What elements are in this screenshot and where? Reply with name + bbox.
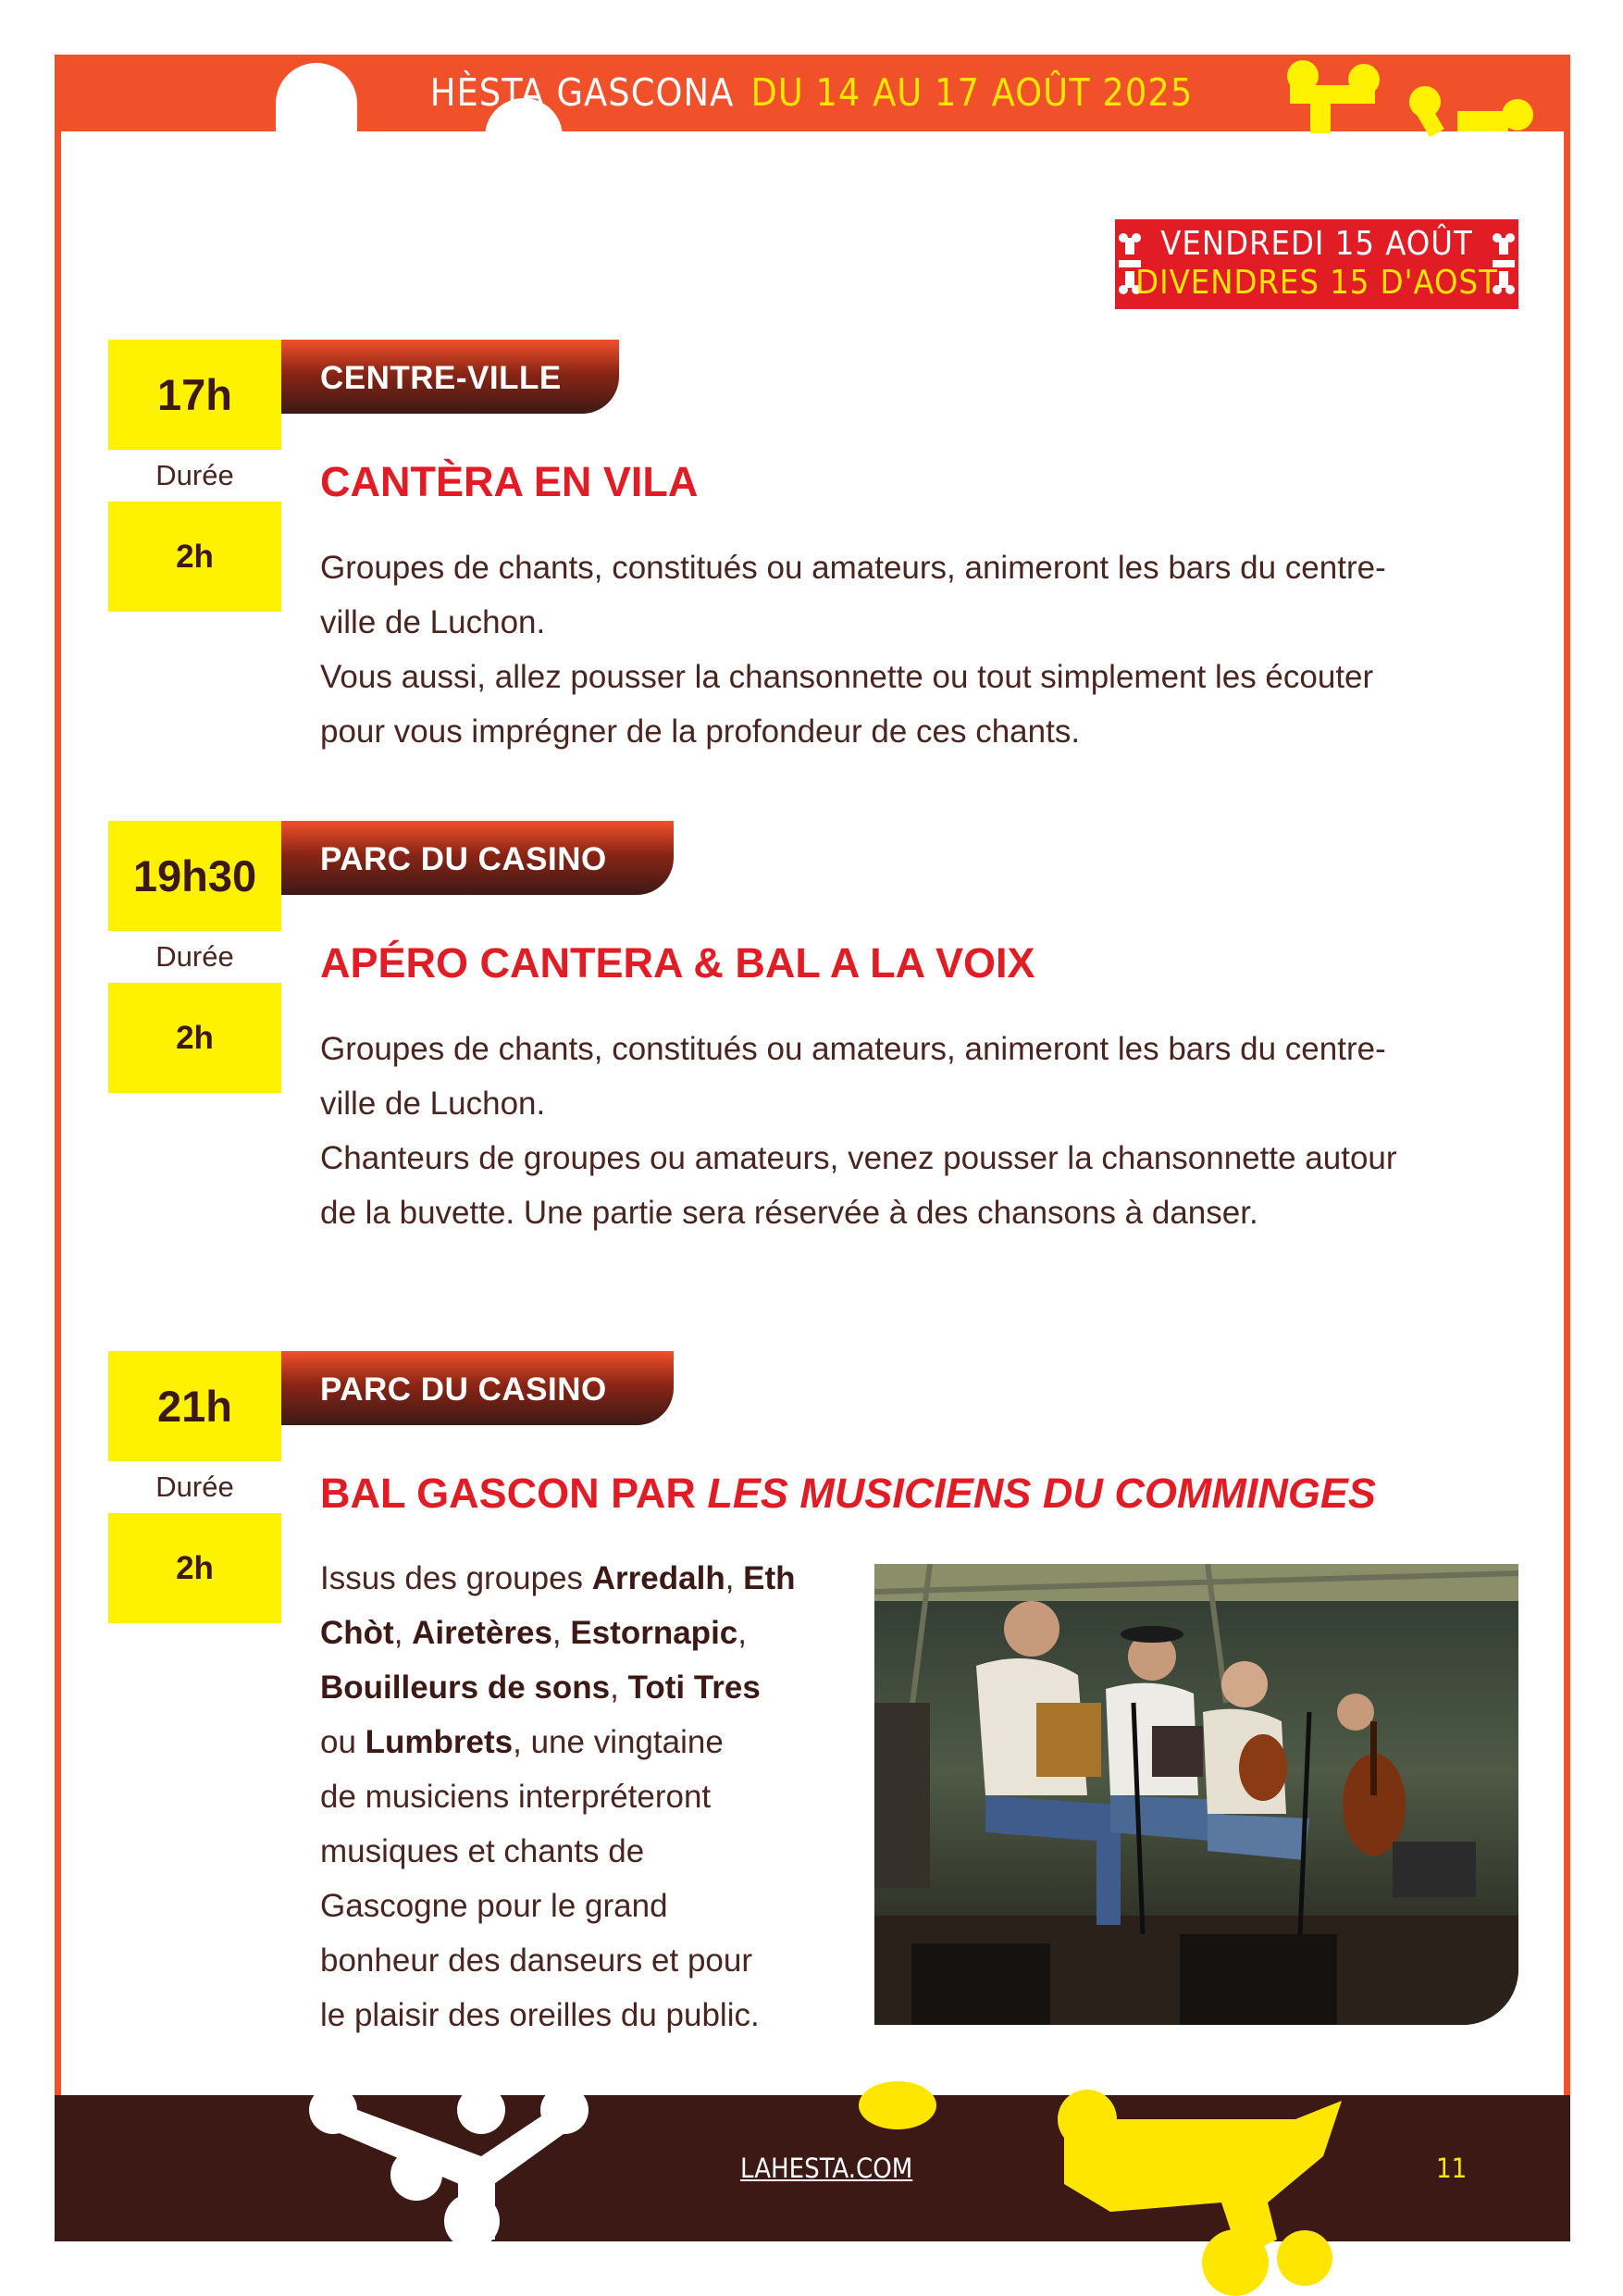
event-title: [320, 1470, 1376, 1518]
title-band-name: LES MUSICIENS DU COMMINGES: [707, 1470, 1376, 1517]
text: ,: [393, 1615, 413, 1651]
description-line: ville de Luchon.: [320, 604, 546, 640]
event-time: 19h30: [108, 821, 281, 931]
festival-name: HÈSTA GASCONA: [429, 70, 735, 115]
group-name: Chòt: [320, 1615, 394, 1651]
event-time: 21h: [108, 1351, 281, 1461]
location-tab: [281, 340, 619, 414]
description-line: Groupes de chants, constitués ou amateurs, animeront les bars du centre-: [320, 1031, 1386, 1067]
title-prefix: BAL GASCON PAR: [320, 1470, 708, 1517]
location-tab: [281, 821, 674, 895]
event-title: CANTÈRA EN VILA: [320, 458, 699, 505]
location-label: PARC DU CASINO: [320, 841, 607, 877]
festival-dates: DU 14 AU 17 AOÛT 2025: [750, 70, 1194, 115]
event-description: [320, 540, 1386, 759]
day-oc: DIVENDRES 15 D'AOST: [1135, 264, 1498, 302]
description-line: le plaisir des oreilles du public.: [320, 1997, 760, 2033]
description-line: de la buvette. Une partie sera réservée à des chansons à danser.: [320, 1195, 1258, 1231]
group-name: Lumbrets: [365, 1724, 514, 1760]
text: Issus des groupes: [320, 1560, 592, 1596]
day-badge: [1115, 219, 1518, 309]
duration-label: Durée: [155, 459, 234, 491]
group-name: Toti Tres: [627, 1669, 761, 1706]
location-label: CENTRE-VILLE: [320, 360, 562, 396]
header-title: [0, 70, 1623, 115]
group-name: Bouilleurs de sons: [320, 1669, 611, 1706]
duration-value: 2h: [108, 983, 281, 1093]
duration-label: Durée: [155, 1471, 234, 1503]
description-line: musiques et chants de: [320, 1833, 645, 1869]
event-description: [320, 1551, 796, 2042]
description-line: [320, 1715, 796, 1769]
event-time: 17h: [108, 340, 281, 450]
group-name: Airetères: [412, 1615, 552, 1651]
website-link[interactable]: LAHESTA.COM: [740, 2153, 913, 2184]
description-line: Groupes de chants, constitués ou amateurs, animeront les bars du centre-: [320, 550, 1386, 586]
text: ou: [320, 1724, 365, 1760]
event-title: APÉRO CANTERA & BAL A LA VOIX: [320, 939, 1035, 987]
group-name: Arredalh: [591, 1560, 725, 1596]
group-name: Estornapic: [570, 1615, 738, 1651]
description-line: bonheur des danseurs et pour: [320, 1942, 752, 1979]
page-number: 11: [1436, 2153, 1468, 2184]
description-line: [320, 1606, 796, 1660]
duration-value: 2h: [108, 1513, 281, 1623]
day-fr: VENDREDI 15 AOÛT: [1160, 225, 1473, 263]
text: ,: [725, 1560, 744, 1596]
location-tab: [281, 1351, 674, 1425]
musicians-photo: [874, 1564, 1518, 2025]
description-line: ville de Luchon.: [320, 1086, 546, 1122]
description-line: [320, 1551, 796, 1606]
description-line: de musiciens interpréteront: [320, 1779, 712, 1815]
text: ,: [737, 1615, 747, 1651]
description-line: pour vous imprégner de la profondeur de ces chants.: [320, 714, 1081, 750]
text: ,: [551, 1615, 571, 1651]
text: ,: [610, 1669, 628, 1706]
duration-value: 2h: [108, 502, 281, 612]
description-line: Gascogne pour le grand: [320, 1888, 668, 1924]
event-description: [320, 1022, 1397, 1240]
duration-label: Durée: [155, 940, 234, 973]
description-line: Chanteurs de groupes ou amateurs, venez pousser la chansonnette autour: [320, 1140, 1397, 1176]
text: , une vingtaine: [513, 1724, 724, 1760]
location-label: PARC DU CASINO: [320, 1371, 607, 1408]
description-line: Vous aussi, allez pousser la chansonnette ou tout simplement les écouter: [320, 659, 1374, 695]
description-line: [320, 1660, 796, 1715]
group-name: Eth: [743, 1560, 796, 1596]
